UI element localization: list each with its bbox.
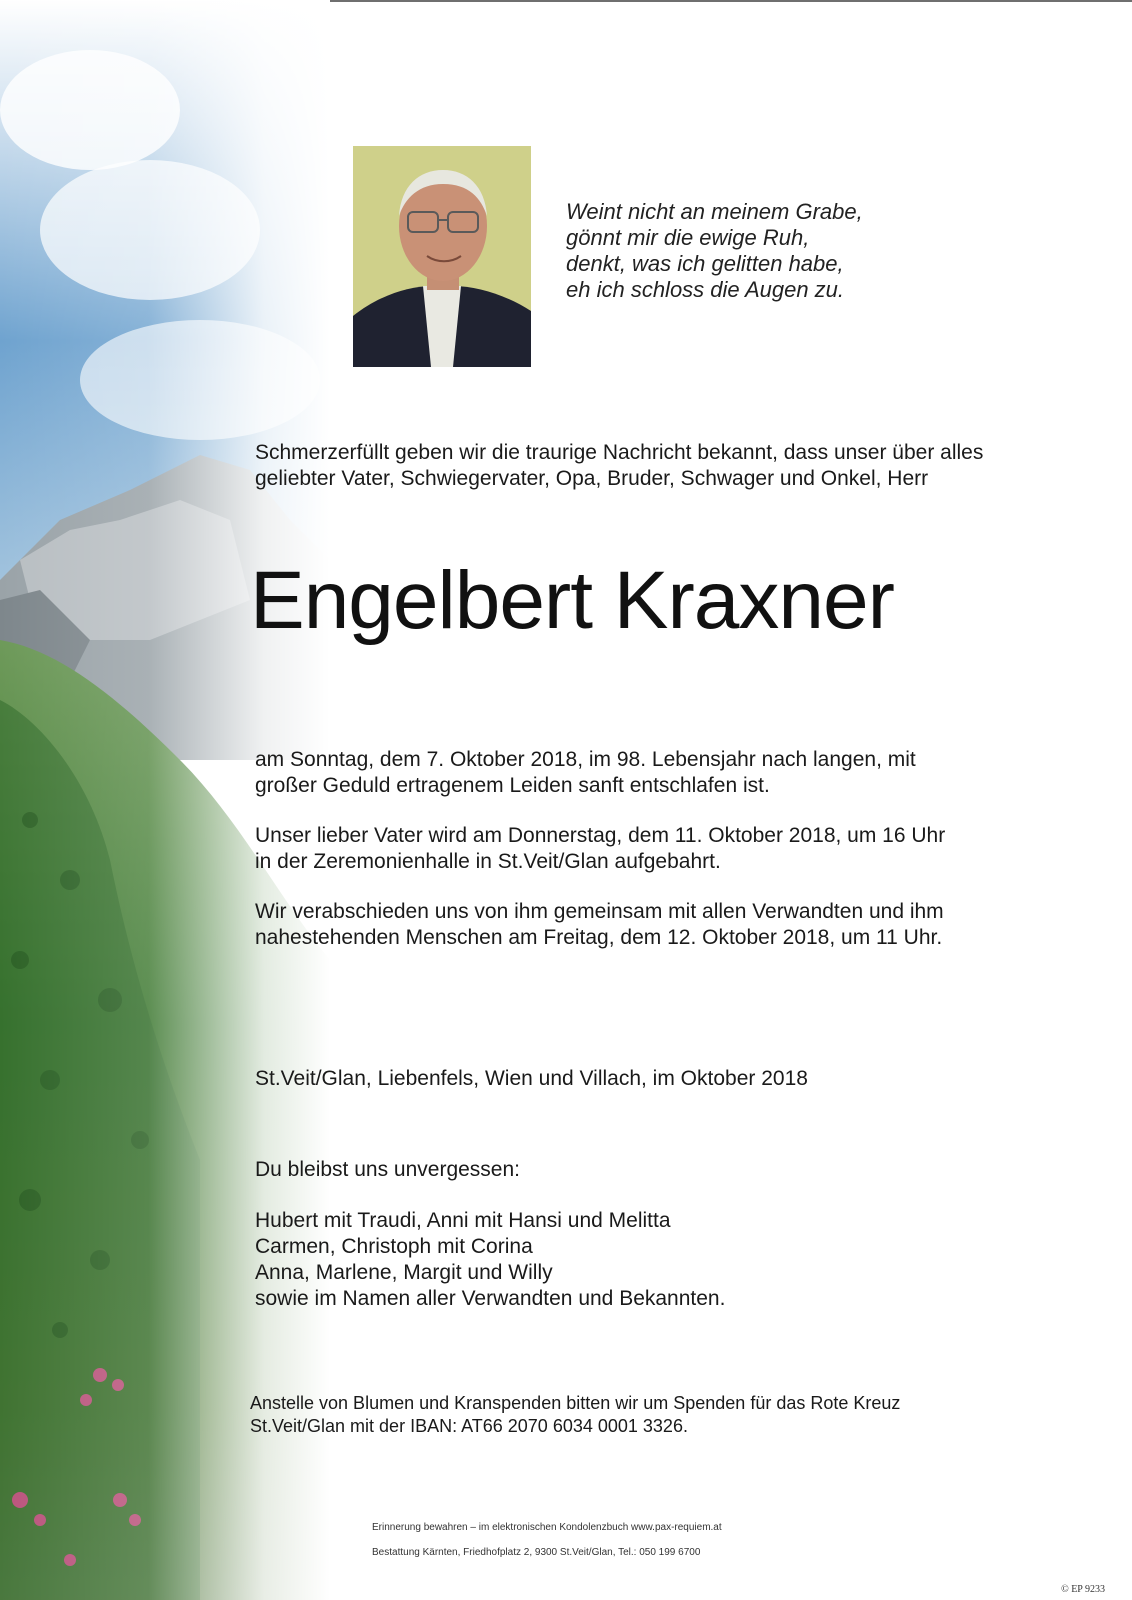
passing-paragraph xyxy=(255,747,916,799)
poem-line: gönnt mir die ewige Ruh, xyxy=(566,225,810,250)
poem-line: eh ich schloss die Augen zu. xyxy=(566,277,845,302)
farewell-line: Wir verabschieden uns von ihm gemeinsam mit allen Verwandten und ihm xyxy=(255,900,944,923)
viewing-line: Unser lieber Vater wird am Donnerstag, dem 11. Oktober 2018, um 16 Uhr xyxy=(255,824,946,847)
viewing-line: in der Zeremonienhalle in St.Veit/Glan aufgebahrt. xyxy=(255,850,721,873)
intro-line: geliebter Vater, Schwiegervater, Opa, Bruder, Schwager und Onkel, Herr xyxy=(255,467,929,490)
passing-line: großer Geduld ertragenem Leiden sanft entschlafen ist. xyxy=(255,774,770,797)
mourner-line: Hubert mit Traudi, Anni mit Hansi und Melitta xyxy=(255,1209,671,1232)
farewell-line: nahestehenden Menschen am Freitag, dem 12. Oktober 2018, um 11 Uhr. xyxy=(255,926,943,949)
portrait-photo xyxy=(353,146,531,367)
donation-notice xyxy=(250,1392,900,1438)
print-code: © EP 9233 xyxy=(1061,1584,1105,1595)
mourner-line: Anna, Marlene, Margit und Willy xyxy=(255,1261,553,1284)
passing-line: am Sonntag, dem 7. Oktober 2018, im 98. Lebensjahr nach langen, mit xyxy=(255,748,916,771)
viewing-paragraph xyxy=(255,823,945,875)
mourner-line: sowie im Namen aller Verwandten und Bekannten. xyxy=(255,1287,726,1310)
poem-line: denkt, was ich gelitten habe, xyxy=(566,251,844,276)
poem-line: Weint nicht an meinem Grabe, xyxy=(566,199,863,224)
condolence-book-note: Erinnerung bewahren – im elektronischen Kondolenzbuch www.pax-requiem.at xyxy=(372,1522,722,1533)
place-and-date: St.Veit/Glan, Liebenfels, Wien und Villach, im Oktober 2018 xyxy=(255,1067,808,1090)
undertaker-address: Bestattung Kärnten, Friedhofplatz 2, 9300 St.Veit/Glan, Tel.: 050 199 6700 xyxy=(372,1547,701,1558)
farewell-paragraph xyxy=(255,899,944,951)
intro-line: Schmerzerfüllt geben wir die traurige Nachricht bekannt, dass unser über alles xyxy=(255,441,984,464)
announcement-intro xyxy=(255,440,983,492)
donation-line: Anstelle von Blumen und Kranspenden bitten wir um Spenden für das Rote Kreuz xyxy=(250,1393,901,1413)
donation-line: St.Veit/Glan mit der IBAN: AT66 2070 6034 0001 3326. xyxy=(250,1416,688,1436)
mourners-list xyxy=(255,1208,725,1312)
unforgotten-heading: Du bleibst uns unvergessen: xyxy=(255,1158,520,1181)
mourner-line: Carmen, Christoph mit Corina xyxy=(255,1235,533,1258)
deceased-name: Engelbert Kraxner xyxy=(250,555,894,646)
memorial-poem xyxy=(566,199,926,303)
mountain-landscape-image xyxy=(0,0,330,1600)
